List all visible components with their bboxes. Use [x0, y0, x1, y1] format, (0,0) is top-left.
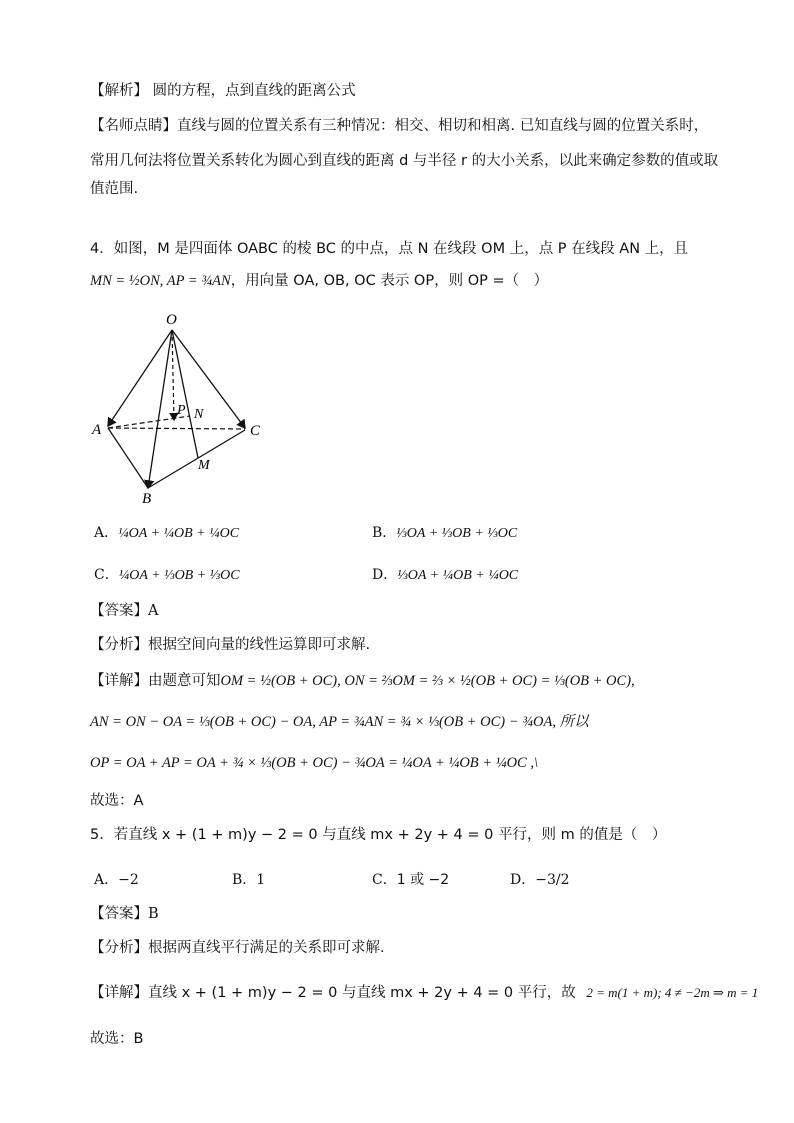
q4-option-d-label: D． [372, 567, 398, 583]
q5-option-b[interactable] [232, 869, 265, 889]
q5-option-a[interactable] [94, 869, 139, 889]
q4-xiangjie-tag: 【详解】 [90, 673, 148, 689]
label-M: M [198, 458, 210, 473]
q5-fenxi-tag: 【分析】 [90, 940, 148, 956]
jiexi-line [90, 80, 356, 102]
q5-answer-tag: 【答案】 [90, 906, 148, 922]
edge-OA [108, 330, 172, 426]
q5-option-a-label: A． [94, 872, 119, 888]
q4-fenxi-line [90, 634, 370, 656]
q4-guxuan: 故选：A [90, 793, 144, 809]
vector-OP-hidden [172, 330, 174, 420]
dianjing-tag: 【名师点睛】 [90, 118, 177, 134]
edge-BC [148, 430, 245, 488]
dianjing-line1 [90, 115, 708, 137]
label-B: B [142, 491, 152, 507]
q4-fenxi: 根据空间向量的线性运算即可求解. [148, 637, 371, 653]
q4-stem-line2 [90, 270, 548, 292]
q5-xiangjie: 直线 x + (1 + m)y − 2 = 0 与直线 mx + 2y + 4 = 0 平行，故 [148, 985, 576, 1001]
q5-xiangjie-tag: 【详解】 [90, 985, 148, 1001]
q5-fenxi-line [90, 937, 385, 959]
label-O: O [166, 312, 177, 328]
q4-option-b-text: ⅓OA + ⅓OB + ⅓OC [396, 526, 518, 541]
q5-option-d[interactable] [510, 869, 570, 889]
q4-option-a[interactable] [94, 522, 239, 542]
edge-OB [148, 330, 172, 488]
q4-answer: A [148, 603, 159, 619]
tetrahedron-figure [88, 308, 278, 508]
q4-detail-line3: OP = OA + AP = OA + ¾ × ⅓(OB + OC) − ¾OA = ¼OA + ¼OB + ¼OC ,\ [90, 755, 538, 771]
q4-option-c-text: ¼OA + ⅓OB + ⅓OC [118, 568, 240, 583]
q4-stem-text: ，用向量 OA, OB, OC 表示 OP，则 OP =（ ） [230, 273, 549, 289]
q5-option-b-text: 1 [256, 872, 266, 888]
q5-option-c-label: C． [372, 872, 397, 888]
q4-fenxi-tag: 【分析】 [90, 637, 148, 653]
jiexi-text: 圆的方程，点到直线的距离公式 [152, 83, 356, 99]
label-C: C [250, 423, 261, 439]
dianjing-text-1: 直线与圆的位置关系有三种情况：相交、相切和相离. 已知直线与圆的位置关系时， [177, 118, 709, 134]
q5-option-a-text: −2 [118, 872, 139, 888]
q4-detail-line1 [90, 670, 635, 692]
q5-stem: 5．若直线 x + (1 + m)y − 2 = 0 与直线 mx + 2y + 4 = 0 平行，则 m 的值是（ ） [90, 827, 667, 843]
q4-option-b[interactable] [372, 522, 517, 542]
q5-detail-line [90, 982, 758, 1004]
edge-AB [108, 428, 148, 488]
q5-answer: B [148, 906, 159, 922]
segment-OM [172, 330, 198, 458]
q5-option-d-text: −3/2 [535, 872, 570, 888]
q4-option-a-label: A． [94, 525, 119, 541]
q5-option-d-label: D． [510, 872, 536, 888]
q4-answer-tag: 【答案】 [90, 603, 148, 619]
q4-option-b-label: B． [372, 525, 397, 541]
edge-AC-hidden [108, 428, 245, 429]
q5-answer-line [90, 903, 159, 925]
jiexi-tag: 【解析】 [90, 83, 148, 99]
q4-answer-line [90, 600, 158, 622]
q5-option-c[interactable] [372, 869, 449, 889]
q4-option-c[interactable] [94, 564, 240, 584]
label-N: N [194, 407, 204, 422]
q4-option-a-text: ¼OA + ¼OB + ¼OC [118, 526, 240, 541]
label-A: A [92, 422, 102, 438]
q5-option-b-label: B． [232, 872, 257, 888]
q4-detail-1: OM = ½(OB + OC), ON = ⅔OM = ⅔ × ½(OB + OC) = ⅓(OB + OC), [220, 673, 635, 689]
q4-stem-math: MN = ½ON, AP = ¾AN [90, 273, 231, 289]
q5-guxuan: 故选：B [90, 1031, 144, 1047]
q4-stem-line1: 4．如图，M 是四面体 OABC 的棱 BC 的中点，点 N 在线段 OM 上，点 P 在线段 AN 上，且 [90, 241, 689, 257]
label-P: P [177, 403, 186, 418]
q5-option-c-text: 1 或 −2 [396, 872, 450, 888]
dianjing-line3: 值范围. [90, 181, 139, 197]
q4-option-d-text: ⅓OA + ¼OB + ¼OC [397, 568, 519, 583]
q4-option-c-label: C． [94, 567, 119, 583]
q5-fenxi: 根据两直线平行满足的关系即可求解. [148, 940, 385, 956]
q4-detail-line2: AN = ON − OA = ⅓(OB + OC) − OA, AP = ¾AN = ¾ × ⅓(OB + OC) − ¾OA, 所以 [90, 714, 589, 730]
q4-xiangjie-lead: 由题意可知 [148, 673, 221, 689]
q4-option-d[interactable] [372, 564, 518, 584]
q5-system: 2 = m(1 + m); 4 ≠ −2m ⇒ m = 1 [586, 985, 759, 1000]
dianjing-line2: 常用几何法将位置关系转化为圆心到直线的距离 d 与半径 r 的大小关系，以此来确定参数的值或取 [90, 153, 719, 169]
